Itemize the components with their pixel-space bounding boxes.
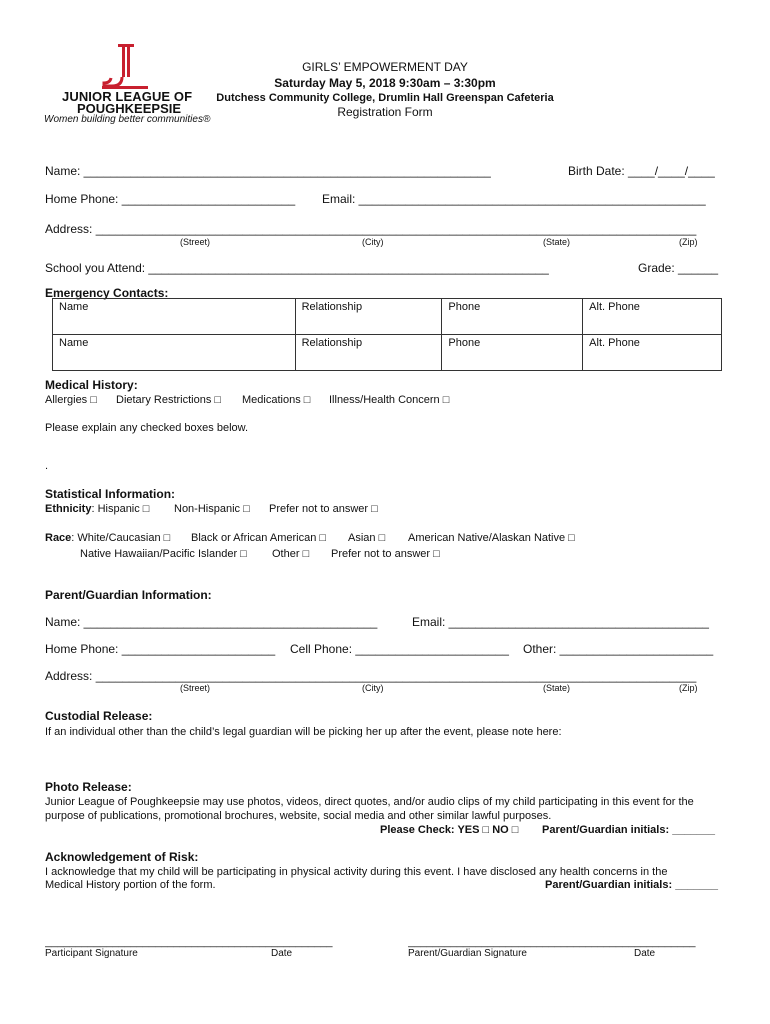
photo-release-checkboxes[interactable]: Please Check: YES □ NO □ xyxy=(380,824,519,836)
photo-release-line1: Junior League of Poughkeepsie may use photos, videos, direct quotes, and/or audio clips of my child participating in this event for the xyxy=(45,796,694,808)
participant-name-field[interactable]: Name: _____________________________________________________________ xyxy=(45,164,491,178)
home-phone-field[interactable]: Home Phone: __________________________ xyxy=(45,192,296,206)
guardian-email-field[interactable]: Email: _______________________________________ xyxy=(412,615,709,629)
emergency-alt-phone-cell[interactable]: Alt. Phone xyxy=(583,335,722,371)
guardian-cell-phone-field[interactable]: Cell Phone: _______________________ xyxy=(290,642,509,656)
emergency-alt-phone-cell[interactable]: Alt. Phone xyxy=(583,299,722,335)
address-state-label: (State) xyxy=(543,237,571,247)
event-title: GIRLS’ EMPOWERMENT DAY xyxy=(302,60,468,74)
participant-signature-label: Participant Signature xyxy=(45,948,138,959)
emergency-relationship-cell[interactable]: Relationship xyxy=(295,335,442,371)
medical-option-illness[interactable]: Illness/Health Concern □ xyxy=(329,394,450,406)
medical-option-medications[interactable]: Medications □ xyxy=(242,394,311,406)
emergency-relationship-cell[interactable]: Relationship xyxy=(295,299,442,335)
logo-org-line2: POUGHKEEPSIE xyxy=(77,101,182,116)
grade-field[interactable]: Grade: ______ xyxy=(638,261,719,275)
guardian-date-label: Date xyxy=(634,948,656,959)
participant-signature-line[interactable]: _______________________________________________ xyxy=(45,936,333,948)
photo-release-line2: purpose of publications, promotional brochures, website, social media and other similar lawful purposes. xyxy=(45,810,552,822)
risk-line1: I acknowledge that my child will be participating in physical activity during this event. I have disclosed any health concerns in the xyxy=(45,866,668,878)
guardian-other-field[interactable]: Other: _______________________ xyxy=(523,642,714,656)
medical-option-dietary[interactable]: Dietary Restrictions □ xyxy=(116,394,222,406)
race-option-white[interactable]: : White/Caucasian □ xyxy=(71,532,171,544)
ethnicity-option-hispanic[interactable]: : Hispanic □ xyxy=(91,503,150,515)
race-option-native-american[interactable]: American Native/Alaskan Native □ xyxy=(408,532,575,544)
guardian-signature-label: Parent/Guardian Signature xyxy=(408,948,527,959)
medical-explain-text: Please explain any checked boxes below. xyxy=(45,422,249,434)
ethnicity-label: Ethnicity xyxy=(45,503,92,515)
junior-league-logo-icon xyxy=(100,44,150,90)
guardian-state-label: (State) xyxy=(543,683,571,693)
photo-release-heading: Photo Release: xyxy=(45,780,132,794)
event-date: Saturday May 5, 2018 9:30am – 3:30pm xyxy=(274,76,496,90)
medical-history-heading: Medical History: xyxy=(45,378,138,392)
email-field[interactable]: Email: ____________________________________________________ xyxy=(322,192,706,206)
school-field[interactable]: School you Attend: ____________________________________________________________ xyxy=(45,261,549,275)
guardian-heading: Parent/Guardian Information: xyxy=(45,588,212,602)
custodial-heading: Custodial Release: xyxy=(45,709,153,723)
guardian-signature-line[interactable]: _______________________________________________ xyxy=(408,936,696,948)
risk-line2: Medical History portion of the form. xyxy=(45,879,216,891)
address-field[interactable]: Address: __________________________________________________________________________________________ xyxy=(45,222,697,236)
medical-option-allergies[interactable]: Allergies □ xyxy=(45,394,97,406)
event-venue: Dutchess Community College, Drumlin Hall Greenspan Cafeteria xyxy=(216,92,554,104)
race-option-pacific-islander[interactable]: Native Hawaiian/Pacific Islander □ xyxy=(80,548,247,560)
risk-initials[interactable]: Parent/Guardian initials: _______ xyxy=(545,879,719,891)
address-street-label: (Street) xyxy=(180,237,211,247)
emergency-contacts-heading: Emergency Contacts: xyxy=(45,286,169,300)
birth-date-field[interactable]: Birth Date: ____/____/____ xyxy=(568,164,715,178)
race-label: Race xyxy=(45,532,72,544)
logo-org-line1: JUNIOR LEAGUE OF xyxy=(62,89,193,104)
photo-release-initials[interactable]: Parent/Guardian initials: _______ xyxy=(542,824,716,836)
race-option-asian[interactable]: Asian □ xyxy=(348,532,386,544)
participant-date-label: Date xyxy=(271,948,293,959)
emergency-phone-cell[interactable]: Phone xyxy=(442,299,583,335)
emergency-contacts-table xyxy=(52,298,722,371)
emergency-name-cell[interactable]: Name xyxy=(53,335,296,371)
ethnicity-option-non-hispanic[interactable]: Non-Hispanic □ xyxy=(174,503,250,515)
race-option-other[interactable]: Other □ xyxy=(272,548,310,560)
form-title: Registration Form xyxy=(337,105,433,119)
table-row xyxy=(53,335,722,371)
address-zip-label: (Zip) xyxy=(679,237,698,247)
ethnicity-option-prefer-not[interactable]: Prefer not to answer □ xyxy=(269,503,378,515)
guardian-city-label: (City) xyxy=(362,683,384,693)
risk-heading: Acknowledgement of Risk: xyxy=(45,850,199,864)
race-option-prefer-not[interactable]: Prefer not to answer □ xyxy=(331,548,440,560)
logo-tagline: Women building better communities® xyxy=(44,114,211,125)
table-row xyxy=(53,299,722,335)
statistical-heading: Statistical Information: xyxy=(45,487,176,501)
medical-explain-field[interactable]: . xyxy=(45,460,49,472)
emergency-phone-cell[interactable]: Phone xyxy=(442,335,583,371)
custodial-text: If an individual other than the child’s legal guardian will be picking her up after the event, please note here: xyxy=(45,726,562,738)
guardian-address-field[interactable]: Address: __________________________________________________________________________________________ xyxy=(45,669,697,683)
guardian-street-label: (Street) xyxy=(180,683,211,693)
guardian-home-phone-field[interactable]: Home Phone: _______________________ xyxy=(45,642,276,656)
race-option-black[interactable]: Black or African American □ xyxy=(191,532,327,544)
emergency-name-cell[interactable]: Name xyxy=(53,299,296,335)
guardian-zip-label: (Zip) xyxy=(679,683,698,693)
guardian-name-field[interactable]: Name: ____________________________________________ xyxy=(45,615,378,629)
address-city-label: (City) xyxy=(362,237,384,247)
